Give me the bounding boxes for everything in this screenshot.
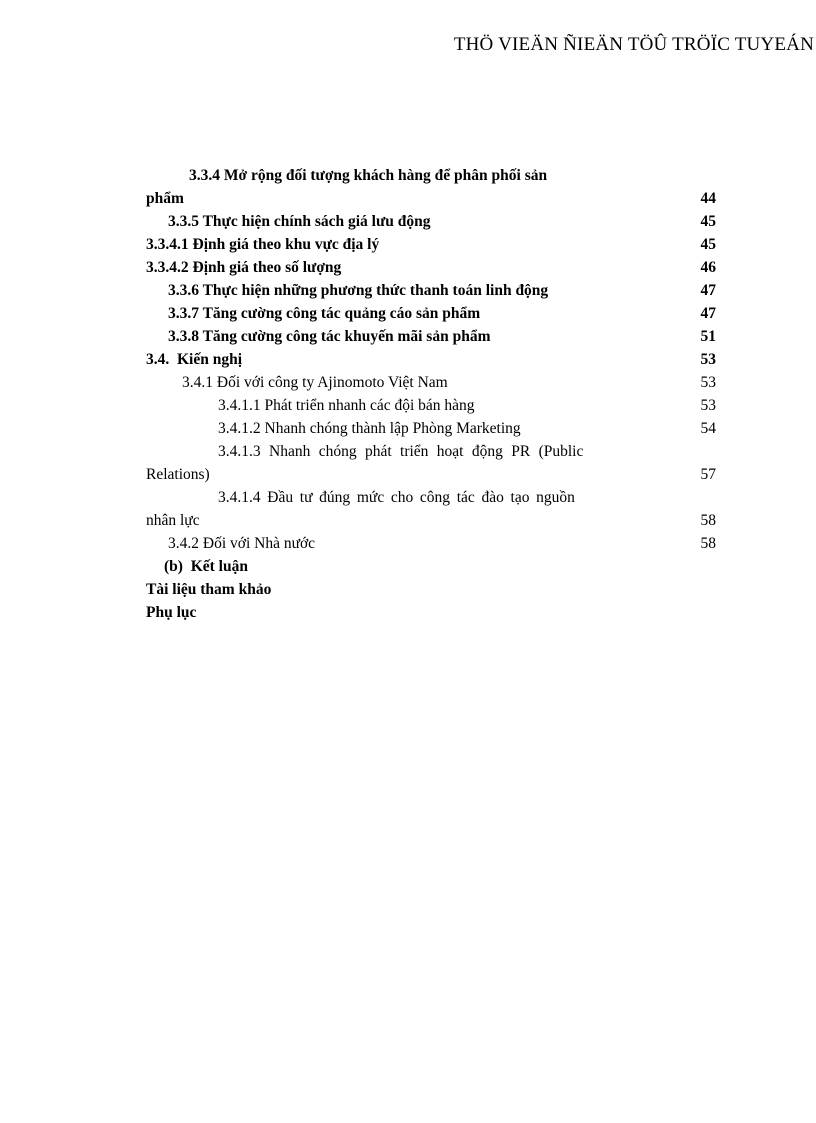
toc-entry-text: 3.4. Kiến nghị [146,351,243,368]
toc-page-number: 44 [700,190,716,207]
toc-entry-text: 3.4.1.4 Đầu tư đúng mức cho công tác đào tạo nguồn [218,489,575,506]
page-header: THÖ VIEÄN ÑIEÄN TÖÛ TRÖÏC TUYEÁN [453,34,814,55]
toc-page-number: 58 [700,535,716,552]
toc-entry-3-4-1-2[interactable] [146,417,716,440]
toc-entry-3-4-1-4-cont[interactable] [146,509,716,532]
toc-entry-3-3-8[interactable] [146,325,716,348]
toc-entry-text: 3.3.5 Thực hiện chính sách giá lưu động [168,213,431,230]
toc-page-number: 58 [700,512,716,529]
toc-page-number: 54 [700,420,716,437]
toc-entry-3-4-2[interactable] [146,532,716,555]
toc-entry-3-4-1-3-cont[interactable] [146,463,716,486]
toc-page-number: 53 [700,351,716,368]
toc-page-number: 46 [700,259,716,276]
toc-entry-text: Phụ lục [146,604,197,621]
toc-entry-3-3-5[interactable] [146,210,716,233]
toc-page-number: 51 [700,328,716,345]
toc-entry-text: 3.3.4.2 Định giá theo số lượng [146,259,342,276]
toc-entry-ket-luan[interactable] [146,555,716,578]
toc-entry-3-3-6[interactable] [146,279,716,302]
toc-entry-text: Tài liệu tham khảo [146,581,272,598]
toc-entry-text: 3.3.6 Thực hiện những phương thức thanh toán linh động [168,282,549,299]
toc-page-number: 53 [700,374,716,391]
toc-page-number: 45 [700,236,716,253]
toc-page-number: 57 [700,466,716,483]
toc-page-number: 47 [700,282,716,299]
toc-entry-3-4-1-4[interactable] [146,486,716,509]
toc-entry-text: 3.3.4 Mở rộng đối tượng khách hàng để phân phối sản [189,167,548,184]
toc-entry-3-3-4-cont[interactable] [146,187,716,210]
toc-page-number: 45 [700,213,716,230]
toc-entry-3-4-1[interactable] [146,371,716,394]
toc-entry-phu-luc[interactable] [146,601,716,624]
toc-entry-3-4-1-3[interactable] [146,440,716,463]
toc-entry-3-3-4-1[interactable] [146,233,716,256]
toc-entry-text: 3.4.2 Đối với Nhà nước [168,535,316,552]
toc-page-number: 47 [700,305,716,322]
toc-entry-text: (b) Kết luận [164,558,248,575]
toc-entry-text: 3.4.1.2 Nhanh chóng thành lập Phòng Marketing [218,420,521,437]
toc-entry-tai-lieu[interactable] [146,578,716,601]
table-of-contents [146,164,716,624]
toc-entry-3-3-4-2[interactable] [146,256,716,279]
toc-entry-3-3-4[interactable] [146,164,716,187]
toc-entry-text: 3.3.7 Tăng cường công tác quảng cáo sản phẩm [168,305,481,322]
toc-entry-text: 3.3.4.1 Định giá theo khu vực địa lý [146,236,380,253]
toc-entry-text: 3.4.1.3 Nhanh chóng phát triển hoạt động PR (Public [218,443,584,460]
toc-entry-text: 3.3.8 Tăng cường công tác khuyến mãi sản phẩm [168,328,491,345]
toc-entry-3-4-1-1[interactable] [146,394,716,417]
toc-entry-3-4[interactable] [146,348,716,371]
toc-entry-text: 3.4.1.1 Phát triển nhanh các đội bán hàng [218,397,475,414]
toc-entry-text: 3.4.1 Đối với công ty Ajinomoto Việt Nam [182,374,448,391]
toc-entry-text: Relations) [146,466,210,483]
toc-page-number: 53 [700,397,716,414]
toc-entry-text: phẩm [146,190,184,207]
toc-entry-3-3-7[interactable] [146,302,716,325]
toc-entry-text: nhân lực [146,512,200,529]
